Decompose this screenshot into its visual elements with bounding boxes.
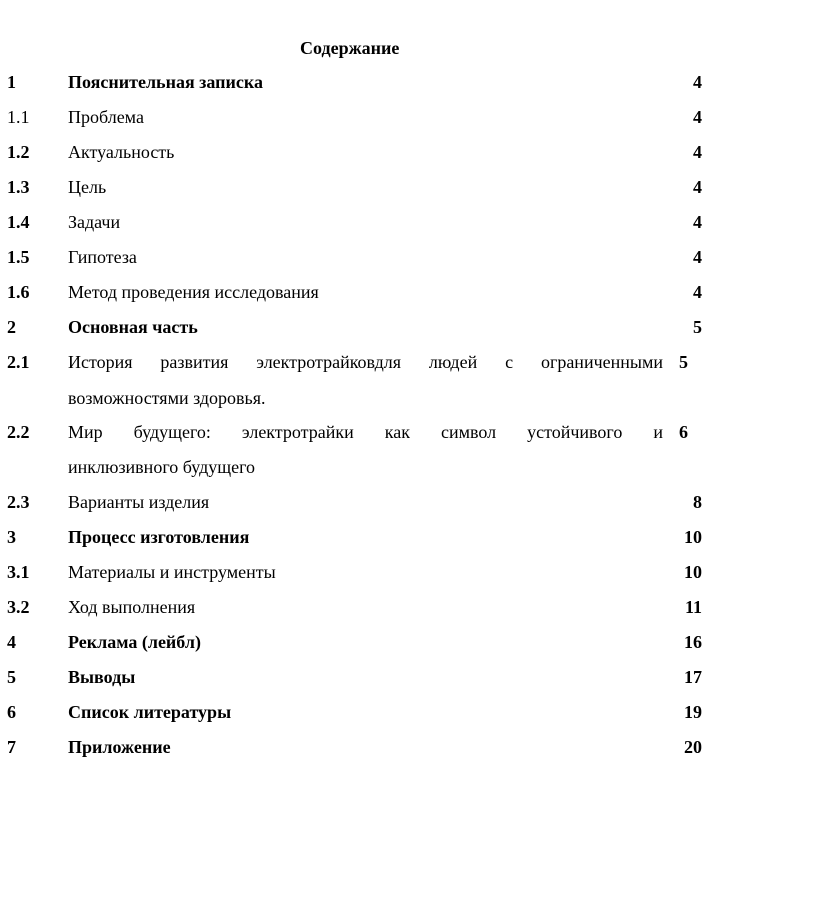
toc-entry-title: Реклама (лейбл) <box>68 632 201 652</box>
toc-entry-4[interactable] <box>0 630 816 654</box>
toc-entry-number: 7 <box>7 737 16 757</box>
toc-entry-1-2[interactable] <box>0 140 816 164</box>
toc-entry-1-1[interactable] <box>0 105 816 129</box>
toc-entry-title: Метод проведения исследования <box>68 282 319 302</box>
toc-entry-title: Список литературы <box>68 702 232 722</box>
toc-entry-1-4[interactable] <box>0 210 816 234</box>
toc-entry-title: Цель <box>68 177 107 197</box>
toc-entry-number: 2.1 <box>7 352 30 372</box>
toc-entry-number: 2.2 <box>7 422 30 442</box>
toc-entry-title: Приложение <box>68 737 171 757</box>
toc-entry-title-line2: инклюзивного будущего <box>68 457 256 477</box>
toc-entry-number: 3.1 <box>7 562 30 582</box>
toc-entry-number: 1.5 <box>7 247 30 267</box>
toc-entry-7[interactable] <box>0 735 816 759</box>
toc-entry-2-1-continuation <box>0 386 816 410</box>
toc-entry-page: 4 <box>693 142 702 162</box>
toc-entry-3-2[interactable] <box>0 595 816 619</box>
toc-entry-title: Варианты изделия <box>68 492 210 512</box>
toc-entry-number: 1 <box>7 72 16 92</box>
toc-entry-1-6[interactable] <box>0 280 816 304</box>
toc-entry-page: 20 <box>684 737 702 757</box>
toc-entry-title: Актуальность <box>68 142 175 162</box>
toc-entry-page: 4 <box>693 282 702 302</box>
toc-entry-page: 4 <box>693 177 702 197</box>
toc-entry-3[interactable] <box>0 525 816 549</box>
toc-entry-2[interactable] <box>0 315 816 339</box>
toc-entry-page: 10 <box>684 562 702 582</box>
toc-entry-title: Гипотеза <box>68 247 137 267</box>
toc-entry-page: 4 <box>693 107 702 127</box>
toc-entry-1[interactable] <box>0 70 816 94</box>
page-title: Содержание <box>300 38 400 58</box>
toc-entry-page: 10 <box>684 527 702 547</box>
toc-entry-2-2-continuation <box>0 455 816 479</box>
toc-entry-page: 11 <box>684 597 702 617</box>
toc-entry-6[interactable] <box>0 700 816 724</box>
toc-entry-number: 5 <box>7 667 16 687</box>
toc-entry-page: 8 <box>693 492 702 512</box>
toc-entry-1-3[interactable] <box>0 175 816 199</box>
toc-entry-page: 4 <box>693 247 702 267</box>
toc-entry-page: 5 <box>693 317 702 337</box>
toc-entry-title: Материалы и инструменты <box>68 562 276 582</box>
toc-entry-title: Задачи <box>68 212 121 232</box>
toc-entry-1-5[interactable] <box>0 245 816 269</box>
toc-entry-title: Основная часть <box>68 317 198 337</box>
toc-entry-number: 2 <box>7 317 16 337</box>
toc-entry-title: Пояснительная записка <box>68 72 264 92</box>
toc-entry-number: 1.2 <box>7 142 30 162</box>
toc-entry-title: Ход выполнения <box>68 597 196 617</box>
toc-entry-title-line1: История развития электротрайковдля людей с ограниченными <box>68 352 663 372</box>
toc-entry-number: 6 <box>7 702 16 722</box>
toc-entry-2-3[interactable] <box>0 490 816 514</box>
toc-entry-page: 4 <box>693 212 702 232</box>
toc-entry-title: Процесс изготовления <box>68 527 250 547</box>
toc-entry-title-line2: возможностями здоровья. <box>68 388 266 408</box>
toc-entry-number: 4 <box>7 632 16 652</box>
toc-entry-number: 3.2 <box>7 597 30 617</box>
toc-entry-page: 17 <box>684 667 702 687</box>
toc-entry-5[interactable] <box>0 665 816 689</box>
toc-entry-title-line1: Мир будущего: электротрайки как символ устойчивого и <box>68 422 663 442</box>
toc-entry-number: 1.3 <box>7 177 30 197</box>
toc-entry-page: 16 <box>684 632 702 652</box>
toc-entry-number: 2.3 <box>7 492 30 512</box>
toc-entry-2-1[interactable] <box>0 350 816 374</box>
toc-entry-3-1[interactable] <box>0 560 816 584</box>
toc-entry-number: 3 <box>7 527 16 547</box>
toc-entry-title: Выводы <box>68 667 136 687</box>
toc-entry-page: 6 <box>679 422 688 442</box>
toc-entry-page: 4 <box>693 72 702 92</box>
toc-entry-number: 1.1 <box>7 107 30 127</box>
toc-entry-page: 5 <box>679 352 688 372</box>
toc-entry-title: Проблема <box>68 107 144 127</box>
toc-entry-number: 1.4 <box>7 212 30 232</box>
toc-entry-2-2[interactable] <box>0 420 816 444</box>
toc-entry-number: 1.6 <box>7 282 30 302</box>
toc-entry-page: 19 <box>684 702 702 722</box>
